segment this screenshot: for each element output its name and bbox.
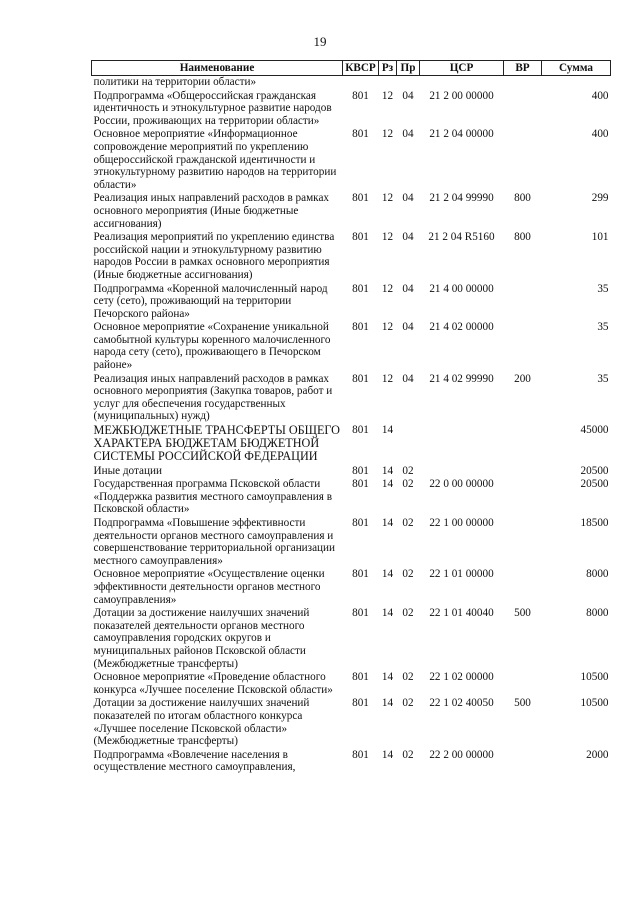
table-row: [92, 465, 611, 479]
cell-csr: 21 2 04 00000: [429, 128, 494, 141]
header-csr: ЦСР: [420, 61, 504, 76]
cell-rz: 12: [381, 128, 394, 141]
cell-rz: 14: [381, 607, 394, 620]
table-row: [92, 90, 611, 129]
header-sum: Сумма: [542, 61, 611, 76]
cell-sum: 45000: [580, 424, 609, 437]
cell-rz: 14: [381, 517, 394, 530]
table-row: [92, 283, 611, 322]
table-row: [92, 321, 611, 372]
cell-name: Дотации за достижение наилучших значений показателей деятельности органов местного самоуправления городских округов и муниципальных районов Псковской области (Межбюджетные трансферты): [93, 607, 310, 670]
cell-csr: 21 4 00 00000: [429, 282, 494, 295]
cell-kvsr: 801: [352, 89, 369, 102]
cell-sum: 8000: [586, 568, 609, 581]
cell-pr: 02: [402, 568, 414, 581]
header-name: Наименование: [92, 61, 343, 76]
cell-csr: 21 2 04 99990: [429, 192, 494, 205]
cell-vr: [504, 424, 542, 465]
cell-sum: 35: [597, 372, 609, 385]
cell-sum: 8000: [586, 607, 609, 620]
cell-kvsr: 801: [352, 697, 369, 710]
cell-rz: 14: [381, 568, 394, 581]
table-row: [92, 192, 611, 231]
cell-pr: 04: [402, 231, 414, 244]
cell-sum: 35: [597, 321, 609, 334]
cell-rz: 14: [381, 748, 394, 761]
cell-sum: 400: [591, 128, 609, 141]
table-row: [92, 424, 611, 465]
table-row: [92, 128, 611, 192]
cell-vr: 500: [514, 607, 531, 620]
cell-pr: 04: [402, 372, 414, 385]
cell-kvsr: 801: [352, 671, 369, 684]
header-kvsr: КВСР: [343, 61, 379, 76]
table-row: [92, 76, 611, 90]
cell-pr: 02: [402, 697, 414, 710]
cell-csr: [420, 465, 504, 479]
cell-csr: 22 1 02 00000: [429, 671, 494, 684]
table-row: [92, 517, 611, 568]
cell-kvsr: [343, 76, 379, 90]
cell-vr: [504, 517, 542, 568]
cell-vr: [504, 568, 542, 607]
cell-pr: 04: [402, 321, 414, 334]
cell-kvsr: 801: [352, 517, 369, 530]
cell-name: Подпрограмма «Повышение эффективности деятельности органов местного самоуправления и совершенствование территориальной организации местного самоуправления»: [93, 517, 336, 567]
cell-rz: 12: [381, 192, 394, 205]
cell-name: Основное мероприятие «Осуществление оценки эффективности деятельности органов местного самоуправления»: [93, 568, 325, 606]
cell-vr: [504, 90, 542, 129]
cell-name: Дотации за достижение наилучших значений показателей по итогам областного конкурса «Лучшее поселение Псковской области» (Межбюджетные трансферты): [93, 697, 310, 748]
cell-rz: 12: [381, 372, 394, 385]
cell-pr: 02: [402, 607, 414, 620]
cell-rz: 14: [381, 697, 394, 710]
cell-vr: 500: [514, 697, 531, 710]
cell-name: МЕЖБЮДЖЕТНЫЕ ТРАНСФЕРТЫ ОБЩЕГО ХАРАКТЕРА БЮДЖЕТАМ БЮДЖЕТНОЙ СИСТЕМЫ РОССИЙСКОЙ ФЕДЕРАЦИИ: [93, 423, 340, 464]
table-row: [92, 231, 611, 282]
cell-pr: 02: [402, 464, 414, 477]
cell-csr: 22 1 02 40050: [429, 697, 494, 710]
cell-csr: [420, 424, 504, 465]
cell-kvsr: 801: [352, 231, 369, 244]
cell-rz: [379, 76, 397, 90]
cell-vr: [504, 465, 542, 479]
cell-sum: 10500: [580, 671, 609, 684]
cell-csr: 22 2 00 00000: [429, 748, 494, 761]
cell-sum: 20500: [580, 478, 609, 491]
cell-sum: 18500: [580, 517, 609, 530]
cell-sum: 10500: [580, 697, 609, 710]
cell-rz: 14: [381, 478, 394, 491]
table-row: [92, 568, 611, 607]
cell-csr: 22 1 00 00000: [429, 517, 494, 530]
cell-name: Основное мероприятие «Проведение областного конкурса «Лучшее поселение Псковской области»: [93, 671, 333, 696]
cell-kvsr: 801: [352, 478, 369, 491]
cell-rz: 14: [381, 464, 394, 477]
cell-csr: 22 1 01 00000: [429, 568, 494, 581]
cell-name: Подпрограмма «Общероссийская гражданская идентичность и этнокультурное развитие народов России, проживающих на территории области»: [93, 89, 332, 127]
cell-sum: 400: [591, 89, 609, 102]
cell-csr: 21 4 02 00000: [429, 321, 494, 334]
cell-kvsr: 801: [352, 282, 369, 295]
cell-csr: 21 2 00 00000: [429, 89, 494, 102]
cell-sum: [542, 76, 611, 90]
cell-rz: 12: [381, 89, 394, 102]
cell-rz: 12: [381, 231, 394, 244]
cell-csr: 21 4 02 99990: [429, 372, 494, 385]
cell-pr: 02: [402, 478, 414, 491]
cell-vr: 800: [514, 231, 531, 244]
cell-pr: 04: [402, 128, 414, 141]
cell-name: Подпрограмма «Вовлечение населения в осуществление местного самоуправления,: [93, 748, 296, 774]
cell-name: Основное мероприятие «Сохранение уникальной самобытной культуры коренного малочисленного народа сету (сето), проживающего в Печорском районе»: [93, 321, 331, 372]
cell-vr: [504, 283, 542, 322]
cell-csr: 22 0 00 00000: [429, 478, 494, 491]
cell-sum: 299: [591, 192, 609, 205]
cell-kvsr: 801: [352, 372, 369, 385]
cell-kvsr: 801: [352, 128, 369, 141]
cell-csr: 21 2 04 R5160: [428, 231, 495, 244]
cell-kvsr: 801: [352, 748, 369, 761]
cell-rz: 14: [381, 671, 394, 684]
cell-name: Реализация мероприятий по укреплению единства российской нации и этнокультурному развитию народов России в рамках основного мероприятия (Иные бюджетные ассигнования): [93, 231, 335, 281]
table-row: [92, 697, 611, 748]
budget-table: [91, 60, 611, 775]
cell-vr: [504, 76, 542, 90]
cell-pr: 02: [402, 671, 414, 684]
cell-pr: 02: [402, 517, 414, 530]
cell-kvsr: 801: [352, 464, 369, 477]
cell-csr: [420, 76, 504, 90]
cell-sum: 35: [597, 282, 609, 295]
table-row: [92, 749, 611, 775]
cell-vr: [504, 749, 542, 775]
table-body: [92, 76, 611, 775]
cell-vr: [504, 128, 542, 192]
cell-rz: 12: [381, 321, 394, 334]
cell-kvsr: 801: [352, 424, 369, 437]
table-row: [92, 478, 611, 517]
cell-vr: [504, 321, 542, 372]
cell-name: политики на территории области»: [93, 76, 257, 88]
cell-name: Государственная программа Псковской области «Поддержка развития местного самоуправления в Псковской области»: [93, 478, 333, 516]
page-number: 19: [313, 34, 327, 49]
header-pr: Пр: [397, 61, 420, 76]
table-row: [92, 671, 611, 697]
table-row: [92, 607, 611, 671]
cell-name: Реализация иных направлений расходов в рамках основного мероприятия (Иные бюджетные ассигнования): [93, 192, 330, 230]
cell-pr: 04: [402, 89, 414, 102]
cell-vr: [504, 671, 542, 697]
cell-rz: 14: [381, 424, 394, 437]
cell-kvsr: 801: [352, 607, 369, 620]
cell-name: Иные дотации: [93, 464, 162, 477]
cell-pr: 04: [402, 282, 414, 295]
cell-pr: 04: [402, 192, 414, 205]
cell-pr: [397, 424, 420, 465]
cell-name: Основное мероприятие «Информационное сопровождение мероприятий по укреплению общероссийской гражданской идентичности и этнокультурному развитию народов на территории области»: [93, 128, 337, 191]
cell-vr: 800: [514, 192, 531, 205]
cell-rz: 12: [381, 282, 394, 295]
cell-pr: 02: [402, 748, 414, 761]
cell-sum: 2000: [586, 748, 609, 761]
cell-kvsr: 801: [352, 568, 369, 581]
cell-vr: 200: [514, 372, 531, 385]
table-header-row: [92, 61, 611, 76]
header-vr: ВР: [504, 61, 542, 76]
cell-name: Реализация иных направлений расходов в рамках основного мероприятия (Закупка товаров, работ и услуг для обеспечения государственных (муниципальных) нужд): [93, 372, 333, 423]
cell-sum: 20500: [580, 464, 609, 477]
cell-csr: 22 1 01 40040: [429, 607, 494, 620]
table-row: [92, 373, 611, 424]
cell-kvsr: 801: [352, 321, 369, 334]
cell-name: Подпрограмма «Коренной малочисленный народ сету (сето), проживающий на территории Печорского района»: [93, 282, 328, 320]
cell-pr: [397, 76, 420, 90]
cell-sum: 101: [591, 231, 609, 244]
cell-vr: [504, 478, 542, 517]
header-rz: Рз: [379, 61, 397, 76]
cell-kvsr: 801: [352, 192, 369, 205]
